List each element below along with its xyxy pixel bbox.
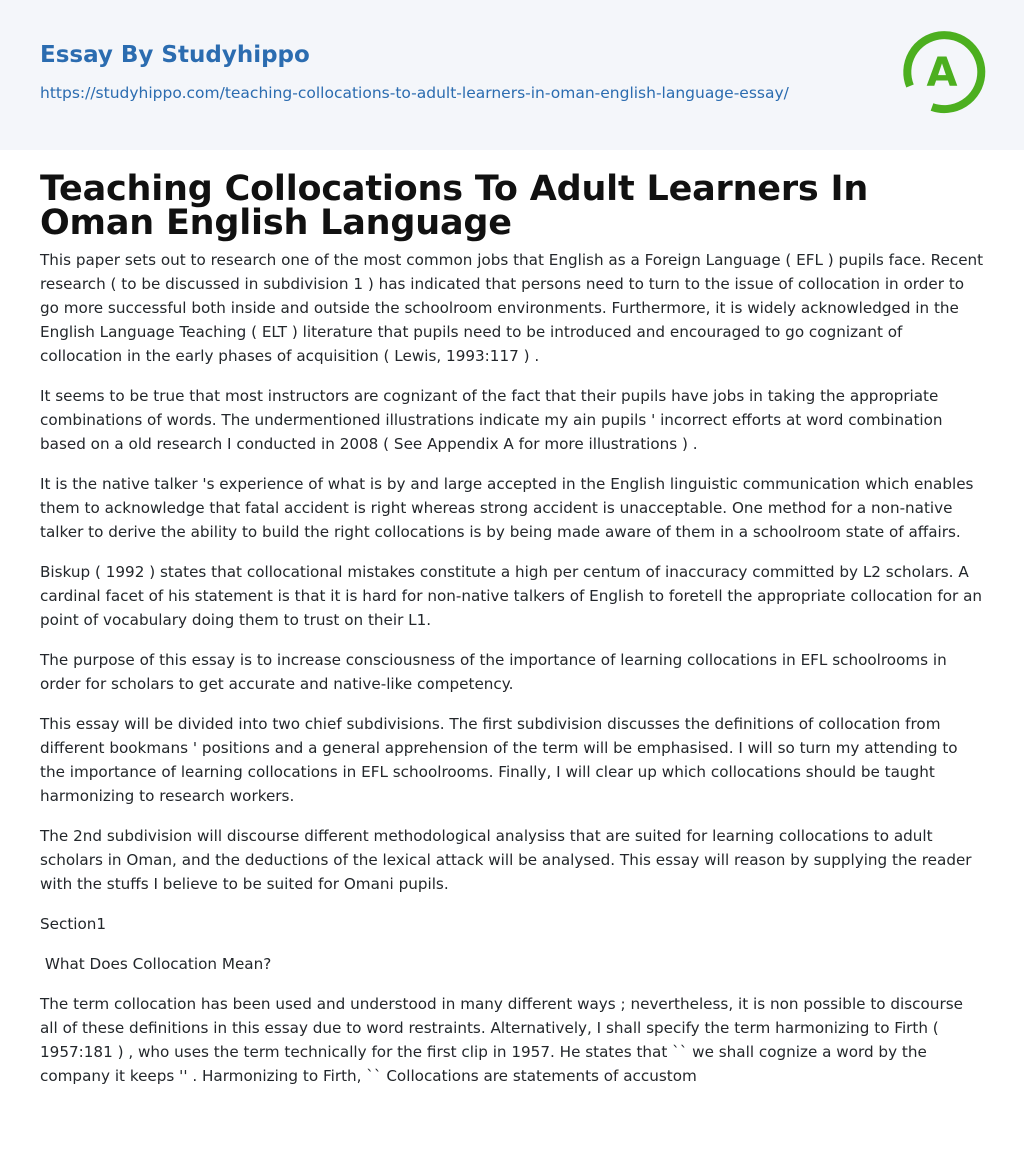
site-brand[interactable]: Essay By Studyhippo xyxy=(40,42,310,68)
section-label: Section1 xyxy=(40,915,107,933)
essay-url-link[interactable]: https://studyhippo.com/teaching-collocations-to-adult-learners-in-oman-english-language-essay/ xyxy=(40,84,789,102)
essay-paragraph: Biskup ( 1992 ) states that collocational mistakes constitute a high per centum of inaccuracy committed by L2 scholars. A cardinal facet of his statement is that it is hard for non-native talkers of English to foretell the appropriate collocation for an point of vocabulary doing them to trust on their L1. xyxy=(40,563,983,629)
essay-paragraph: The 2nd subdivision will discourse different methodological analysiss that are suited for learning collocations to adult scholars in Oman, and the deductions of the lexical attack will be analysed. This essay will reason by supplying the reader with the stuffs I believe to be suited for Omani pupils. xyxy=(40,827,972,893)
essay-paragraph: This essay will be divided into two chief subdivisions. The first subdivision discusses the definitions of collocation from different bookmans ' positions and a general apprehension of the term will be emphasised. I will so turn my attending to the importance of learning collocations in EFL schoolrooms. Finally, I will clear up which collocations should be taught harmonizing to research workers. xyxy=(40,715,958,805)
essay-paragraph: It seems to be true that most instructors are cognizant of the fact that their pupils have jobs in taking the appropriate combinations of words. The undermentioned illustrations indicate my ain pupils ' incorrect efforts at word combination based on a old research I conducted in 2008 ( See Appendix A for more illustrations ) . xyxy=(40,387,943,453)
essay-paragraph: This paper sets out to research one of the most common jobs that English as a Foreign Language ( EFL ) pupils face. Recent research ( to be discussed in subdivision 1 ) has indicated that persons need to turn to the issue of collocation in order to go more successful both inside and outside the schoolroom environments. Furthermore, it is widely acknowledged in the English Language Teaching ( ELT ) literature that pupils need to be introduced and encouraged to go cognizant of collocation in the early phases of acquisition ( Lewis, 1993:117 ) . xyxy=(40,251,984,365)
essay-paragraph: It is the native talker 's experience of what is by and large accepted in the English linguistic communication which enables them to acknowledge that fatal accident is right whereas strong accident is unacceptable. One method for a non-native talker to derive the ability to build the right collocations is by being made aware of them in a schoolroom state of affairs. xyxy=(40,475,974,541)
section-heading: What Does Collocation Mean? xyxy=(40,955,272,973)
logo-letter: A xyxy=(926,50,958,96)
essay-title: Teaching Collocations To Adult Learners In Oman English Language xyxy=(40,169,869,243)
studyhippo-logo-icon[interactable] xyxy=(898,28,986,116)
site-header xyxy=(0,0,1024,150)
essay-content xyxy=(0,169,1024,1088)
essay-paragraph: The term collocation has been used and understood in many different ways ; nevertheless, it is non possible to discourse all of these definitions in this essay due to word restraints. Alternatively, I shall specify the term harmonizing to Firth ( 1957:181 ) , who uses the term technically for the first clip in 1957. He states that `` we shall cognize a word by the company it keeps '' . Harmonizing to Firth, `` Collocations are statements of accustom xyxy=(40,995,963,1085)
essay-paragraph: The purpose of this essay is to increase consciousness of the importance of learning collocations in EFL schoolrooms in order for scholars to get accurate and native-like competency. xyxy=(40,651,947,693)
